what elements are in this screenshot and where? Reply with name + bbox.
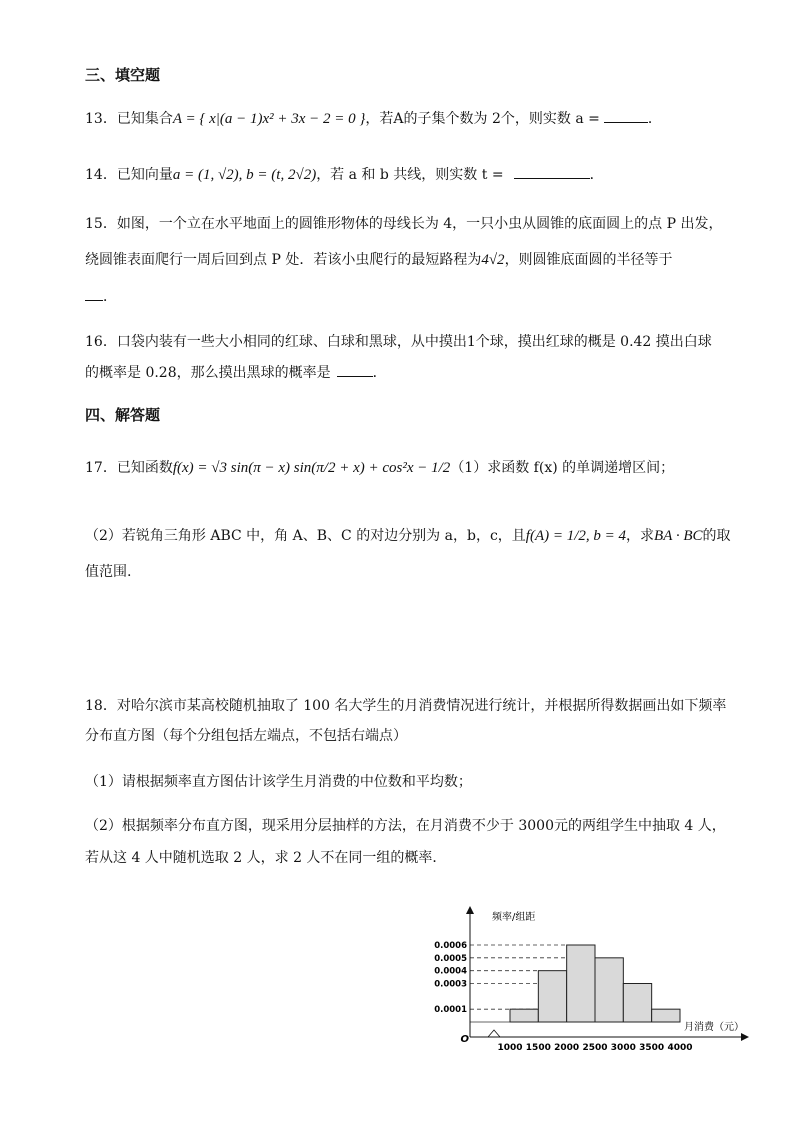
x-tick-label: 4000 [667,1043,693,1053]
q16-answer-blank [337,362,373,377]
q14-number: 14．已知向量 [85,167,173,183]
q13-number: 13．已知集合 [85,111,173,127]
q15-answer-blank [85,286,103,301]
x-axis-label: 月消费（元） [684,1022,744,1033]
q15-answer: ． [85,286,117,307]
question-18-part1: （1）请根据频率直方图估计该学生月消费的中位数和平均数； [85,774,472,790]
question-15-line2 [85,250,673,270]
q15-text-a: 绕圆锥表面爬行一周后回到点 P 处．若该小虫爬行的最短路程为 [85,252,482,268]
question-16-line1: 16．口袋内装有一些大小相同的红球、白球和黑球，从中摸出1个球，摸出红球的概是 0.42 摸出白球 [85,334,712,350]
q17-number: 17．已知函数 [85,460,173,476]
question-17-line2 [85,526,731,546]
q17-part2-text-b: ，求 [626,528,655,544]
histogram-bar [623,984,651,1023]
q17-part2-text-a: （2）若锐角三角形 ABC 中，角 A、B、C 的对边分别为 a，b，c，且 [85,528,526,544]
q17-vector-product: BA · BC [654,528,703,544]
q14-formula: a = (1, √2), b = (t, 2√2) [172,167,317,183]
x-tick-label: 3500 [639,1043,665,1053]
q16-text: 的概率是 0.28，那么摸出黑球的概率是 [85,365,331,381]
x-tick-label: 1500 [525,1043,551,1053]
q14-text: ，若 a 和 b 共线，则实数 t = [316,167,504,183]
y-tick-label: 0.0003 [434,979,467,990]
histogram-bar [538,971,566,1022]
x-tick-label: 3000 [610,1043,636,1053]
frequency-histogram [434,900,780,1060]
question-17-line1 [85,458,674,478]
question-17-line3: 值范围. [85,564,132,580]
y-tick-label: 0.0006 [434,941,467,951]
q13-formula: A = { x|(a − 1)x² + 3x − 2 = 0 } [172,111,366,127]
histogram-bar [510,1009,538,1022]
y-tick-label: 0.0001 [434,1005,467,1016]
histogram-bar [595,958,623,1022]
origin-label: O [460,1034,469,1045]
q14-answer-blank [514,164,590,179]
y-tick-label: 0.0005 [434,953,467,964]
x-tick-label: 2000 [554,1043,580,1053]
y-tick-label: 0.0004 [434,966,467,977]
x-tick-label: 2500 [582,1043,608,1053]
question-16-line2: 的概率是 0.28，那么摸出黑球的概率是 ． [85,362,387,383]
question-13: 13．已知集合A = { x|(a − 1)x² + 3x − 2 = 0 }，若A的子集个数为 2个，则实数 a = ． [85,108,662,129]
q17-part2-text-c: 的取 [702,528,731,544]
section-title-fill-in: 三、填空题 [85,67,161,84]
question-18-line1: 18．对哈尔滨市某高校随机抽取了 100 名大学生的月消费情况进行统计，并根据所得数据画出如下频率 [85,698,727,714]
q13-text: ，若A的子集个数为 2个，则实数 a = [365,111,600,127]
y-axis-label: 频率/组距 [492,912,536,923]
histogram-bar [652,1009,680,1022]
q17-formula: f(x) = √3 sin(π − x) sin(π/2 + x) + cos²x − 1/2 [172,460,451,476]
q17-part2-formula: f(A) = 1/2, b = 4 [525,528,627,544]
axis-break-mark [488,1030,500,1037]
q15-text-b: ，则圆锥底面圆的半径等于 [504,252,673,268]
q15-formula: 4√2 [481,252,505,268]
q17-part1: （1）求函数 f(x) 的单调递增区间； [450,460,675,476]
y-tick-labels [434,941,467,1015]
question-18-part2-line1: （2）根据频率分布直方图，现采用分层抽样的方法，在月消费不少于 3000元的两组学生中抽取 4 人， [85,818,726,834]
histogram-bar [567,945,595,1022]
x-tick-labels [497,1043,692,1053]
q13-answer-blank [604,108,648,123]
question-18-line2: 分布直方图（每个分组包括左端点，不包括右端点） [85,728,407,744]
section-title-solve: 四、解答题 [85,407,161,424]
question-18-part2-line2: 若从这 4 人中随机选取 2 人，求 2 人不在同一组的概率． [85,850,447,866]
x-tick-label: 1000 [497,1043,523,1053]
question-15-line1: 15．如图，一个立在水平地面上的圆锥形物体的母线长为 4，一只小虫从圆锥的底面圆上的点 P 出发， [85,216,723,232]
question-14: 14．已知向量a = (1, √2), b = (t, 2√2)，若 a 和 b 共线，则实数 t = ． [85,164,604,185]
